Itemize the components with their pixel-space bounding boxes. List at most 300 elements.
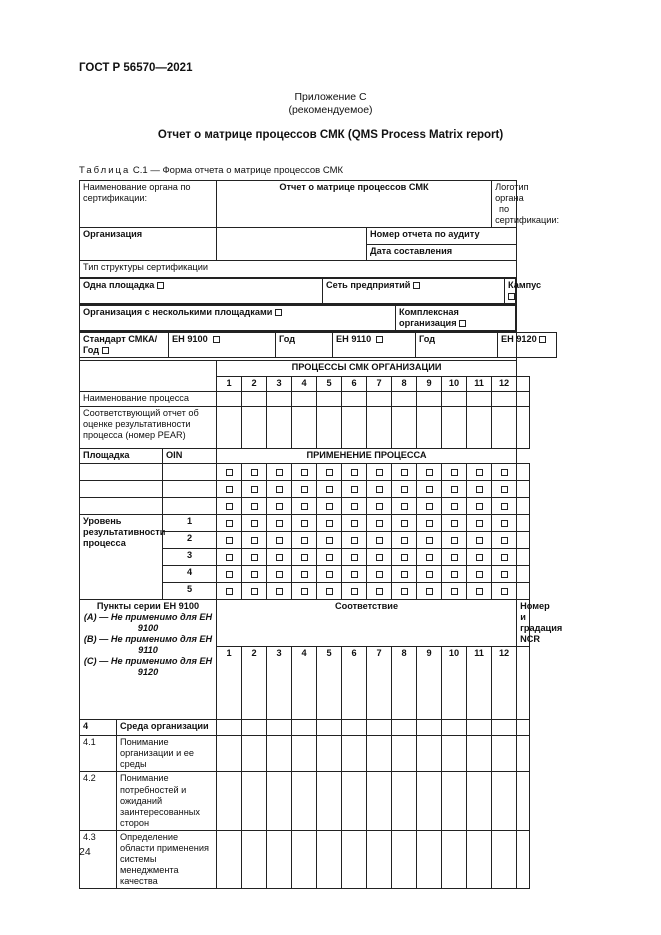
checkbox-cell	[217, 498, 242, 515]
process-cell[interactable]	[242, 407, 267, 449]
process-cell[interactable]	[267, 392, 292, 407]
checkbox-cell	[367, 566, 392, 583]
conformity-cell[interactable]	[292, 772, 317, 830]
application-header: ПРИМЕНЕНИЕ ПРОЦЕССА	[217, 449, 517, 464]
conformity-cell[interactable]	[492, 720, 517, 736]
checkbox-cell	[467, 566, 492, 583]
blank-cell	[517, 481, 530, 498]
standard-id: ГОСТ Р 56570—2021	[79, 62, 193, 74]
clause-text: Понимание организации и ее среды	[117, 736, 217, 772]
application-checkbox[interactable]	[276, 520, 283, 527]
conformity-cell[interactable]	[392, 720, 417, 736]
application-checkbox[interactable]	[326, 588, 333, 595]
conformity-cell[interactable]	[242, 720, 267, 736]
effectiveness-label: Уровень результативности процесса	[80, 515, 163, 600]
clause-row	[80, 772, 530, 830]
checkbox-cell	[442, 515, 467, 532]
application-checkbox[interactable]	[501, 520, 508, 527]
checkbox-cell	[492, 498, 517, 515]
date-label: Дата составления	[367, 245, 517, 261]
process-cell[interactable]	[467, 407, 492, 449]
application-checkbox[interactable]	[376, 537, 383, 544]
process-cell[interactable]	[267, 407, 292, 449]
conformity-cell[interactable]	[292, 736, 317, 772]
application-checkbox[interactable]	[376, 469, 383, 476]
application-checkbox[interactable]	[251, 537, 258, 544]
process-cell[interactable]	[467, 392, 492, 407]
application-checkbox[interactable]	[451, 588, 458, 595]
checkbox-cell	[342, 549, 367, 566]
application-checkbox[interactable]	[476, 588, 483, 595]
application-checkbox[interactable]	[226, 503, 233, 510]
process-cell[interactable]	[417, 407, 442, 449]
application-checkbox[interactable]	[251, 520, 258, 527]
application-checkbox[interactable]	[301, 469, 308, 476]
clause-row	[80, 736, 530, 772]
conformity-cell[interactable]	[217, 772, 242, 830]
checkbox-cell	[292, 583, 317, 600]
process-cell[interactable]	[217, 407, 242, 449]
application-checkbox[interactable]	[326, 554, 333, 561]
application-checkbox[interactable]	[401, 588, 408, 595]
en9110-checkbox[interactable]	[376, 336, 383, 343]
blank-cell	[517, 566, 530, 583]
application-checkbox[interactable]	[301, 520, 308, 527]
conformity-cell[interactable]	[392, 736, 417, 772]
complex-org-checkbox[interactable]	[459, 320, 466, 327]
clause-number: 4.1	[80, 736, 117, 772]
checkbox-cell	[417, 464, 442, 481]
application-checkbox[interactable]	[301, 486, 308, 493]
oin-cell[interactable]	[163, 498, 217, 515]
checkbox-cell	[292, 532, 317, 549]
checkbox-cell	[367, 515, 392, 532]
application-checkbox[interactable]	[326, 486, 333, 493]
checkbox-cell	[367, 549, 392, 566]
application-checkbox[interactable]	[376, 588, 383, 595]
application-checkbox[interactable]	[376, 571, 383, 578]
checkbox-cell	[217, 566, 242, 583]
checkbox-cell	[417, 532, 442, 549]
en9120-checkbox[interactable]	[539, 336, 546, 343]
application-checkbox[interactable]	[276, 588, 283, 595]
conformity-cell[interactable]	[292, 830, 317, 888]
conformity-cell[interactable]	[267, 720, 292, 736]
ncr-cell[interactable]	[517, 772, 530, 830]
checkbox-cell	[442, 566, 467, 583]
application-checkbox[interactable]	[451, 537, 458, 544]
checkbox-cell	[467, 549, 492, 566]
application-checkbox[interactable]	[351, 554, 358, 561]
application-checkbox[interactable]	[401, 486, 408, 493]
conformity-cell[interactable]	[442, 830, 467, 888]
application-checkbox[interactable]	[301, 554, 308, 561]
ncr-cell[interactable]	[517, 830, 530, 888]
blank-cell	[517, 549, 530, 566]
application-checkbox[interactable]	[326, 537, 333, 544]
conformity-cell[interactable]	[442, 736, 467, 772]
application-checkbox[interactable]	[251, 588, 258, 595]
checkbox-cell	[367, 498, 392, 515]
conformity-cell[interactable]	[242, 736, 267, 772]
blank-cell	[517, 498, 530, 515]
conformity-cell[interactable]	[317, 736, 342, 772]
application-checkbox[interactable]	[501, 503, 508, 510]
en9110-label: ЕН 9110	[336, 334, 372, 345]
conformity-cell[interactable]	[417, 736, 442, 772]
application-checkbox[interactable]	[476, 537, 483, 544]
application-checkbox[interactable]	[426, 520, 433, 527]
application-checkbox[interactable]	[351, 588, 358, 595]
table-caption	[79, 165, 343, 176]
audit-report-label: Номер отчета по аудиту	[367, 228, 517, 245]
checkbox-cell	[367, 583, 392, 600]
conformity-cell[interactable]	[367, 736, 392, 772]
process-cell[interactable]	[342, 392, 367, 407]
site-cell[interactable]	[80, 464, 163, 481]
application-checkbox[interactable]	[451, 503, 458, 510]
conformity-label: Соответствие	[217, 600, 517, 647]
checkbox-cell	[492, 583, 517, 600]
application-checkbox[interactable]	[226, 469, 233, 476]
application-checkbox[interactable]	[476, 520, 483, 527]
conformity-cell[interactable]	[267, 772, 292, 830]
application-checkbox[interactable]	[426, 588, 433, 595]
application-checkbox[interactable]	[351, 486, 358, 493]
application-checkbox[interactable]	[226, 554, 233, 561]
checkbox-cell	[417, 515, 442, 532]
checkbox-cell	[442, 498, 467, 515]
application-checkbox[interactable]	[326, 571, 333, 578]
conformity-cell[interactable]	[317, 720, 342, 736]
conformity-cell[interactable]	[392, 830, 417, 888]
conformity-cell[interactable]	[367, 830, 392, 888]
application-checkbox[interactable]	[401, 537, 408, 544]
conformity-cell[interactable]	[242, 772, 267, 830]
checkbox-cell	[342, 498, 367, 515]
process-number-8: 8	[392, 377, 417, 392]
application-checkbox[interactable]	[476, 486, 483, 493]
conformity-cell[interactable]	[417, 772, 442, 830]
application-checkbox[interactable]	[426, 554, 433, 561]
conformity-number-12: 12	[492, 647, 517, 720]
application-checkbox[interactable]	[451, 571, 458, 578]
application-checkbox[interactable]	[401, 469, 408, 476]
series-items-label: Пункты серии ЕН 9100	[96, 601, 200, 612]
oin-cell[interactable]	[163, 481, 217, 498]
checkbox-cell	[267, 532, 292, 549]
checkbox-cell	[267, 481, 292, 498]
application-checkbox[interactable]	[276, 554, 283, 561]
application-checkbox[interactable]	[451, 520, 458, 527]
conformity-cell[interactable]	[467, 772, 492, 830]
application-checkbox[interactable]	[376, 486, 383, 493]
checkbox-cell	[442, 549, 467, 566]
checkbox-cell	[342, 532, 367, 549]
application-checkbox[interactable]	[276, 537, 283, 544]
checkbox-cell	[442, 464, 467, 481]
application-checkbox[interactable]	[226, 571, 233, 578]
conformity-cell[interactable]	[317, 772, 342, 830]
oin-label: OIN	[163, 449, 217, 464]
application-checkbox[interactable]	[301, 571, 308, 578]
ncr-cell[interactable]	[517, 736, 530, 772]
conformity-number-5: 5	[317, 647, 342, 720]
conformity-cell[interactable]	[242, 830, 267, 888]
checkbox-cell	[342, 515, 367, 532]
application-checkbox[interactable]	[476, 469, 483, 476]
application-checkbox[interactable]	[276, 469, 283, 476]
conformity-cell[interactable]	[417, 720, 442, 736]
process-cell[interactable]	[392, 407, 417, 449]
process-cell[interactable]	[342, 407, 367, 449]
process-number-3: 3	[267, 377, 292, 392]
multi-site-checkbox[interactable]	[275, 309, 282, 316]
checkbox-cell	[317, 532, 342, 549]
application-checkbox[interactable]	[301, 588, 308, 595]
process-cell[interactable]	[417, 392, 442, 407]
clause-text: Среда организации	[117, 720, 217, 736]
process-cell[interactable]	[392, 392, 417, 407]
conformity-cell[interactable]	[492, 772, 517, 830]
application-checkbox[interactable]	[501, 537, 508, 544]
checkbox-cell	[442, 532, 467, 549]
process-cell[interactable]	[492, 407, 517, 449]
application-checkbox[interactable]	[501, 588, 508, 595]
single-site-checkbox[interactable]	[157, 282, 164, 289]
clause-row	[80, 720, 530, 736]
application-checkbox[interactable]	[226, 486, 233, 493]
clause-text: Понимание потребностей и ожиданий заинтересованных сторон	[117, 772, 217, 830]
note-a: (A) — Не применимо для ЕН 9100	[83, 612, 213, 634]
checkbox-cell	[242, 481, 267, 498]
application-checkbox[interactable]	[401, 520, 408, 527]
application-checkbox[interactable]	[476, 503, 483, 510]
checkbox-cell	[467, 498, 492, 515]
conformity-cell[interactable]	[467, 736, 492, 772]
conformity-cell[interactable]	[467, 720, 492, 736]
process-cell[interactable]	[442, 392, 467, 407]
application-checkbox[interactable]	[501, 554, 508, 561]
checkbox-cell	[392, 532, 417, 549]
conformity-cell[interactable]	[467, 830, 492, 888]
pear-row	[80, 407, 530, 449]
application-checkbox[interactable]	[451, 554, 458, 561]
conformity-cell[interactable]	[392, 772, 417, 830]
level-5: 5	[163, 583, 217, 600]
application-checkbox[interactable]	[501, 469, 508, 476]
checkbox-cell	[492, 532, 517, 549]
campus-label: Кампус	[508, 280, 542, 291]
application-checkbox[interactable]	[401, 503, 408, 510]
conformity-cell[interactable]	[292, 720, 317, 736]
application-checkbox[interactable]	[301, 537, 308, 544]
clause-number: 4	[80, 720, 117, 736]
conformity-cell[interactable]	[367, 772, 392, 830]
process-cell[interactable]	[292, 392, 317, 407]
organization-label: Организация	[80, 228, 217, 261]
checkbox-cell	[417, 583, 442, 600]
process-cell[interactable]	[292, 407, 317, 449]
blank-cell	[517, 377, 530, 392]
process-cell[interactable]	[242, 392, 267, 407]
application-checkbox[interactable]	[451, 469, 458, 476]
complex-org-label: Комплексная организация	[399, 307, 459, 329]
conformity-cell[interactable]	[217, 736, 242, 772]
process-number-12: 12	[492, 377, 517, 392]
conformity-cell[interactable]	[492, 830, 517, 888]
application-checkbox[interactable]	[476, 554, 483, 561]
conformity-cell[interactable]	[492, 736, 517, 772]
process-cell[interactable]	[367, 407, 392, 449]
blank-cell	[517, 392, 530, 407]
oin-cell[interactable]	[163, 464, 217, 481]
application-checkbox[interactable]	[301, 503, 308, 510]
level-4: 4	[163, 566, 217, 583]
checkbox-cell	[242, 464, 267, 481]
multi-site-label: Организация с несколькими площадками	[83, 307, 273, 318]
conformity-cell[interactable]	[342, 720, 367, 736]
process-number-10: 10	[442, 377, 467, 392]
process-cell[interactable]	[317, 392, 342, 407]
conformity-cell[interactable]	[442, 772, 467, 830]
application-checkbox[interactable]	[401, 571, 408, 578]
application-checkbox[interactable]	[351, 537, 358, 544]
application-checkbox[interactable]	[376, 520, 383, 527]
checkbox-cell	[317, 464, 342, 481]
application-checkbox[interactable]	[376, 554, 383, 561]
application-checkbox[interactable]	[426, 537, 433, 544]
checkbox-cell	[292, 481, 317, 498]
campus-checkbox[interactable]	[508, 293, 515, 300]
checkbox-cell	[467, 481, 492, 498]
process-matrix-table	[79, 180, 563, 889]
checkbox-cell	[417, 566, 442, 583]
application-checkbox[interactable]	[426, 469, 433, 476]
checkbox-cell	[417, 481, 442, 498]
checkbox-cell	[317, 583, 342, 600]
application-checkbox[interactable]	[226, 588, 233, 595]
application-checkbox[interactable]	[426, 571, 433, 578]
application-checkbox[interactable]	[376, 503, 383, 510]
application-checkbox[interactable]	[251, 469, 258, 476]
application-checkbox[interactable]	[476, 571, 483, 578]
organization-value[interactable]	[217, 228, 367, 261]
process-cell[interactable]	[442, 407, 467, 449]
clause-number: 4.2	[80, 772, 117, 830]
conformity-cell[interactable]	[267, 830, 292, 888]
enterprise-network-checkbox[interactable]	[413, 282, 420, 289]
application-checkbox[interactable]	[351, 469, 358, 476]
logo-label: Логотип органа по сертификации:	[492, 181, 517, 228]
application-checkbox[interactable]	[251, 571, 258, 578]
checkbox-cell	[317, 481, 342, 498]
conformity-number-4: 4	[292, 647, 317, 720]
application-checkbox[interactable]	[426, 486, 433, 493]
application-checkbox[interactable]	[351, 520, 358, 527]
process-cell[interactable]	[367, 392, 392, 407]
application-checkbox[interactable]	[351, 503, 358, 510]
application-checkbox[interactable]	[451, 486, 458, 493]
process-cell[interactable]	[217, 392, 242, 407]
checkbox-cell	[267, 549, 292, 566]
application-checkbox[interactable]	[251, 503, 258, 510]
checkbox-cell	[342, 481, 367, 498]
processes-header: ПРОЦЕССЫ СМК ОРГАНИЗАЦИИ	[217, 361, 517, 377]
application-checkbox[interactable]	[326, 503, 333, 510]
checkbox-cell	[317, 549, 342, 566]
level-2: 2	[163, 532, 217, 549]
process-name-row	[80, 392, 530, 407]
application-checkbox[interactable]	[226, 537, 233, 544]
conformity-header-row	[80, 600, 530, 647]
checkbox-cell	[492, 464, 517, 481]
checkbox-cell	[217, 583, 242, 600]
blank-cell	[517, 583, 530, 600]
conformity-cell[interactable]	[217, 720, 242, 736]
application-checkbox[interactable]	[226, 520, 233, 527]
note-b: (B) — Не применимо для ЕН 9110	[83, 634, 213, 656]
conformity-cell[interactable]	[267, 736, 292, 772]
application-checkbox[interactable]	[326, 520, 333, 527]
checkbox-cell	[392, 464, 417, 481]
checkbox-cell	[242, 532, 267, 549]
application-checkbox[interactable]	[326, 469, 333, 476]
conformity-cell[interactable]	[342, 772, 367, 830]
blank-cell	[517, 407, 530, 449]
conformity-cell[interactable]	[317, 830, 342, 888]
process-cell[interactable]	[492, 392, 517, 407]
application-checkbox[interactable]	[426, 503, 433, 510]
application-checkbox[interactable]	[276, 486, 283, 493]
page-number: 24	[79, 846, 91, 858]
application-checkbox[interactable]	[276, 571, 283, 578]
checkbox-cell	[367, 464, 392, 481]
process-number-7: 7	[367, 377, 392, 392]
checkbox-cell	[392, 549, 417, 566]
en9100-checkbox[interactable]	[213, 336, 220, 343]
structure-type-label: Тип структуры сертификации	[80, 261, 517, 278]
checkbox-cell	[492, 481, 517, 498]
application-checkbox[interactable]	[251, 486, 258, 493]
application-checkbox[interactable]	[251, 554, 258, 561]
conformity-cell[interactable]	[442, 720, 467, 736]
checkbox-cell	[242, 515, 267, 532]
conformity-cell[interactable]	[417, 830, 442, 888]
ncr-cell[interactable]	[517, 720, 530, 736]
ncr-label: Номер и градация NCR	[517, 600, 530, 647]
application-checkbox[interactable]	[501, 486, 508, 493]
conformity-cell[interactable]	[342, 830, 367, 888]
conformity-cell[interactable]	[217, 830, 242, 888]
conformity-cell[interactable]	[342, 736, 367, 772]
conformity-cell[interactable]	[367, 720, 392, 736]
checkbox-cell	[492, 515, 517, 532]
year-label-1: Год	[276, 333, 333, 358]
site-cell[interactable]	[80, 481, 163, 498]
application-checkbox[interactable]	[501, 571, 508, 578]
process-cell[interactable]	[317, 407, 342, 449]
standard-checkbox[interactable]	[102, 347, 109, 354]
checkbox-cell	[267, 464, 292, 481]
application-checkbox[interactable]	[401, 554, 408, 561]
application-checkbox[interactable]	[351, 571, 358, 578]
process-number-4: 4	[292, 377, 317, 392]
conformity-number-3: 3	[267, 647, 292, 720]
site-cell[interactable]	[80, 498, 163, 515]
checkbox-cell	[467, 515, 492, 532]
application-checkbox[interactable]	[276, 503, 283, 510]
